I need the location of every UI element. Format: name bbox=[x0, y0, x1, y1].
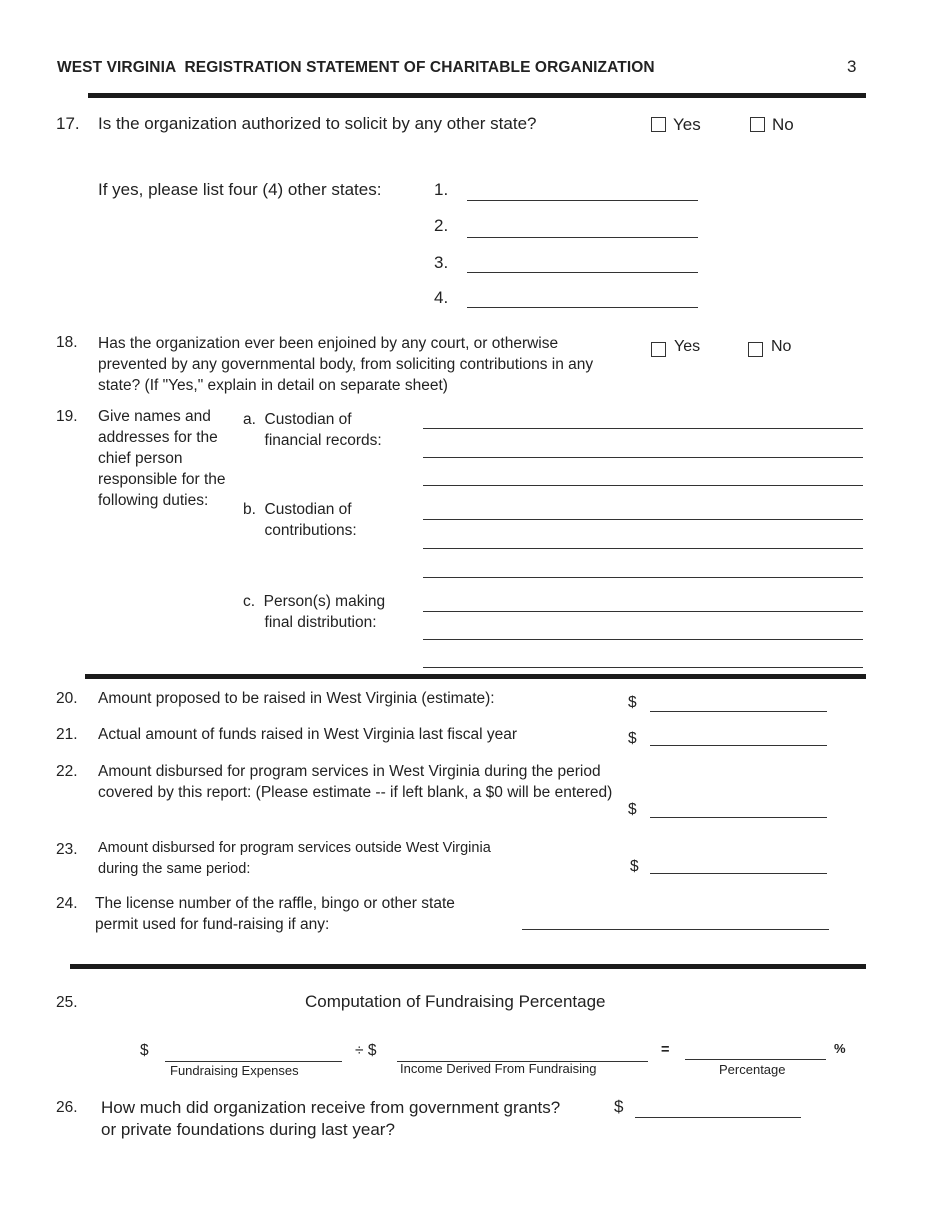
q19-a-line-2[interactable] bbox=[423, 457, 863, 458]
q25-percent-sign: % bbox=[834, 1041, 846, 1056]
q21-text: Actual amount of funds raised in West Virginia last fiscal year bbox=[98, 726, 517, 743]
q17-state-2-field[interactable] bbox=[467, 237, 698, 238]
q17-state-3-field[interactable] bbox=[467, 272, 698, 273]
q20-amount-field[interactable] bbox=[650, 711, 827, 712]
q17-list-number: 3. bbox=[434, 253, 449, 272]
q21-dollar: $ bbox=[628, 730, 637, 747]
q18-yes-label: Yes bbox=[674, 338, 701, 355]
header-rule bbox=[88, 93, 866, 98]
q25-dollar: $ bbox=[140, 1042, 149, 1059]
q19-b-label: b. Custodian of contributions: bbox=[243, 501, 357, 539]
q26-number: 26. bbox=[56, 1099, 78, 1116]
q20-number: 20. bbox=[56, 690, 78, 707]
fundraising-percentage-field[interactable] bbox=[685, 1059, 826, 1060]
q18-no-checkbox[interactable] bbox=[748, 342, 763, 357]
fundraising-expenses-label: Fundraising Expenses bbox=[170, 1063, 299, 1078]
q23-amount-field[interactable] bbox=[650, 873, 827, 874]
q26-text: How much did organization receive from government grants? or private foundations during last year? bbox=[101, 1098, 561, 1139]
q19-b-line-2[interactable] bbox=[423, 548, 863, 549]
q23-text: Amount disbursed for program services outside West Virginia during the same period: bbox=[98, 840, 491, 877]
q22-amount-field[interactable] bbox=[650, 817, 827, 818]
q24-license-field[interactable] bbox=[522, 929, 829, 930]
q26-dollar: $ bbox=[614, 1097, 624, 1116]
q17-no-label: No bbox=[772, 115, 794, 134]
q17-list-number: 1. bbox=[434, 180, 449, 199]
q17-list-number: 4. bbox=[434, 288, 449, 307]
q19-c-line-1[interactable] bbox=[423, 611, 863, 612]
fundraising-percentage-label: Percentage bbox=[719, 1062, 786, 1077]
q19-a-line-1[interactable] bbox=[423, 428, 863, 429]
q19-a-label: a. Custodian of financial records: bbox=[243, 411, 382, 449]
q22-text: Amount disbursed for program services in West Virginia during the period covered by this report: (Please estimate -- if left blank, a $0 will be entered) bbox=[98, 763, 613, 801]
page-title: WEST VIRGINIA REGISTRATION STATEMENT OF CHARITABLE ORGANIZATION bbox=[57, 59, 655, 76]
section-rule-2 bbox=[70, 964, 866, 969]
q25-equals: = bbox=[661, 1042, 670, 1058]
q26-amount-field[interactable] bbox=[635, 1117, 801, 1118]
q22-number: 22. bbox=[56, 763, 78, 780]
q19-c-line-2[interactable] bbox=[423, 639, 863, 640]
fundraising-expenses-field[interactable] bbox=[165, 1061, 342, 1062]
q19-c-label: c. Person(s) making final distribution: bbox=[243, 593, 386, 631]
section-rule bbox=[85, 674, 866, 679]
q19-number: 19. bbox=[56, 408, 78, 425]
q17-list-prompt: If yes, please list four (4) other states: bbox=[98, 180, 382, 199]
q19-intro: Give names and addresses for the chief person responsible for the following duties: bbox=[98, 408, 226, 509]
q18-no-label: No bbox=[771, 338, 792, 355]
q17-yes-label: Yes bbox=[673, 115, 701, 134]
q23-number: 23. bbox=[56, 841, 78, 858]
q24-number: 24. bbox=[56, 895, 78, 912]
q17-no-checkbox[interactable] bbox=[750, 117, 765, 132]
q20-dollar: $ bbox=[628, 694, 637, 711]
q25-title: Computation of Fundraising Percentage bbox=[305, 992, 606, 1011]
q19-a-line-3[interactable] bbox=[423, 485, 863, 486]
q21-number: 21. bbox=[56, 726, 78, 743]
q17-state-4-field[interactable] bbox=[467, 307, 698, 308]
q18-number: 18. bbox=[56, 334, 78, 351]
q17-list-number: 2. bbox=[434, 216, 449, 235]
q22-dollar: $ bbox=[628, 801, 637, 818]
q24-text: The license number of the raffle, bingo or other state permit used for fund-raising if any: bbox=[95, 895, 455, 933]
fundraising-income-label: Income Derived From Fundraising bbox=[400, 1061, 597, 1076]
q17-state-1-field[interactable] bbox=[467, 200, 698, 201]
q18-yes-checkbox[interactable] bbox=[651, 342, 666, 357]
q19-c-line-3[interactable] bbox=[423, 667, 863, 668]
q18-text: Has the organization ever been enjoined by any court, or otherwise prevented by any governmental body, from soliciting contributions in any state? (If "Yes," explain in detail on separate sheet) bbox=[98, 335, 594, 394]
page-number: 3 bbox=[847, 57, 857, 76]
q17-question: Is the organization authorized to solicit by any other state? bbox=[98, 114, 537, 133]
q17-yes-checkbox[interactable] bbox=[651, 117, 666, 132]
q20-text: Amount proposed to be raised in West Virginia (estimate): bbox=[98, 690, 495, 707]
q17-number: 17. bbox=[56, 114, 80, 133]
q25-number: 25. bbox=[56, 994, 78, 1011]
q23-dollar: $ bbox=[630, 858, 639, 875]
q19-b-line-1[interactable] bbox=[423, 519, 863, 520]
q19-b-line-3[interactable] bbox=[423, 577, 863, 578]
q21-amount-field[interactable] bbox=[650, 745, 827, 746]
q25-divide: ÷ $ bbox=[355, 1042, 377, 1059]
